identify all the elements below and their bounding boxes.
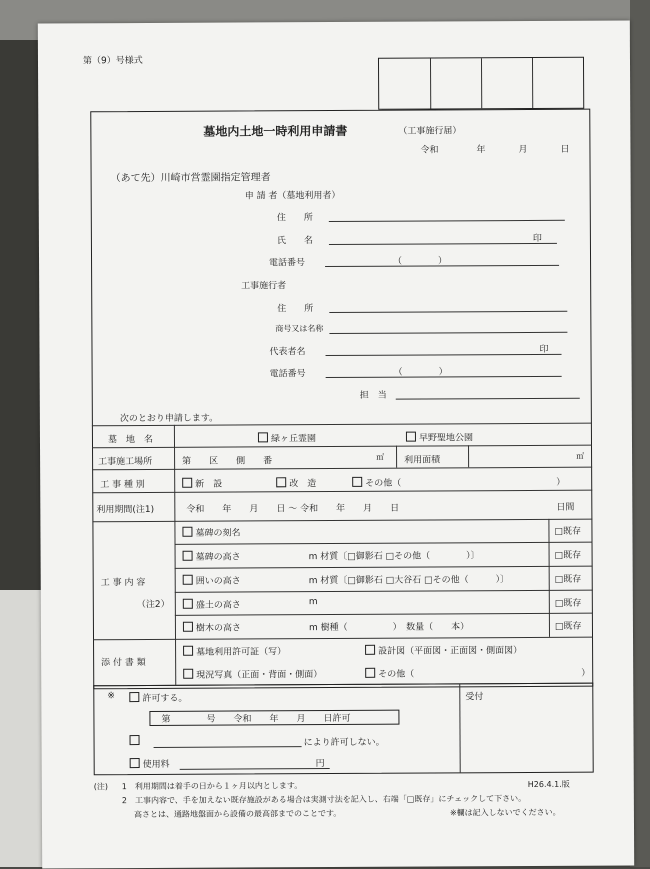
applicant-seal: 印: [532, 233, 542, 244]
type-option-label: 新 設: [195, 479, 223, 490]
contractor-heading: 工事施行者: [241, 281, 287, 292]
form-title: 墓地内土地一時利用申請書: [203, 123, 348, 139]
apply-text: 次のとおり申請します。: [119, 413, 219, 425]
work-item-detail[interactable]: m 材質〔□御影石 □その他（ ）〕: [308, 551, 480, 563]
permit-text: 許可する。: [142, 693, 188, 705]
attach-label-text: その他（: [378, 669, 415, 680]
cemetery-label: 墓 地 名: [107, 434, 154, 446]
work-item-existing-checkbox[interactable]: □既存: [554, 550, 582, 561]
attach-other[interactable]: [365, 667, 414, 680]
work-item-label: 囲いの高さ: [195, 576, 241, 587]
type-option-new[interactable]: [182, 477, 222, 490]
checkbox-icon: [130, 735, 140, 745]
form-number: 第（9）号様式: [82, 56, 143, 67]
attach-permit-copy[interactable]: [183, 644, 286, 658]
checkbox-icon: [183, 669, 193, 679]
permit-option[interactable]: [129, 691, 187, 704]
type-option-other[interactable]: [352, 476, 401, 489]
checkbox-icon: [183, 551, 193, 561]
work-item-existing-checkbox[interactable]: □既存: [554, 598, 582, 609]
work-item-label: 墓碑の刻名: [195, 528, 241, 539]
checkbox-icon: [258, 432, 268, 442]
form-title-sub: （工事施行届）: [398, 126, 462, 137]
attach-label-text: 現況写真（正面・背面・側面）: [196, 670, 323, 681]
note-1: 1 利用期間は着手の日から１ヶ月以内とします。: [121, 781, 303, 792]
application-form-sheet: [38, 20, 634, 868]
work-item-checkbox[interactable]: [183, 550, 241, 563]
fee-text: 使用料: [142, 759, 170, 771]
stamp-boxes: [378, 57, 584, 110]
notes-label: (注): [93, 782, 109, 792]
cemetery-option-label: 早野聖地公園: [418, 433, 474, 444]
checkbox-icon: [352, 477, 362, 487]
work-item-label: 盛土の高さ: [195, 600, 241, 611]
deny-text: により許可しない。: [303, 737, 385, 749]
applicant-name-label: 氏 名: [276, 236, 313, 247]
attach-close: ）: [581, 668, 591, 679]
period-unit: 日間: [556, 502, 575, 513]
cemetery-option-hayano[interactable]: [406, 430, 473, 443]
contractor-company-label: 商号又は名称: [275, 324, 324, 334]
date-day: 日: [560, 144, 570, 155]
work-note: （注2）: [136, 599, 170, 611]
checkbox-icon: [365, 668, 375, 678]
checkbox-icon: [182, 478, 192, 488]
date-year: 年: [476, 145, 486, 156]
site-unit: ㎡: [376, 452, 385, 462]
checkbox-icon: [183, 622, 193, 632]
type-label: 工 事 種 別: [100, 480, 145, 491]
work-item-detail[interactable]: m 樹種（ ） 数量（ 本）: [308, 622, 470, 634]
checkbox-icon: [183, 599, 193, 609]
attach-photos[interactable]: [183, 667, 322, 681]
office-mark: ※: [107, 691, 115, 702]
work-item-detail[interactable]: m 材質〔□御影石 □大谷石 □その他（ ）〕: [308, 575, 510, 587]
permit-number: 第 号 令和 年 月 日許可: [161, 713, 351, 725]
attach-design-drawing[interactable]: [365, 643, 522, 657]
period-label: 利用期間(注1): [96, 504, 155, 516]
work-item-existing-checkbox[interactable]: □既存: [554, 574, 582, 585]
contractor-representative-label: 代表者名: [269, 347, 306, 358]
work-item-checkbox[interactable]: [183, 574, 241, 587]
contractor-staff-label: 担 当: [359, 390, 387, 401]
type-close: ）: [556, 477, 566, 488]
work-item-checkbox[interactable]: [182, 526, 240, 539]
date-month: 月: [518, 144, 528, 156]
table-column-rule: [468, 445, 469, 467]
checkbox-icon: [365, 645, 375, 655]
attach-label: 添 付 書 類: [101, 657, 146, 669]
date-era: 令和: [420, 145, 439, 156]
checkbox-icon: [276, 477, 286, 487]
receipt-label: 受付: [465, 692, 484, 703]
site-value[interactable]: 第 区 側 番: [182, 456, 273, 467]
checkbox-icon: [129, 692, 139, 702]
note-2: 2 工事内容で、手を加えない既存施設がある場合は実測寸法を記入し、右端「□既存」にチェックして下さい。: [121, 794, 527, 806]
applicant-heading: 申 請 者（墓地利用者）: [244, 190, 341, 202]
work-item-label: 樹木の高さ: [195, 623, 242, 634]
work-item-existing-checkbox[interactable]: □既存: [554, 526, 582, 537]
type-option-label: その他（: [365, 478, 402, 489]
checkbox-icon: [182, 527, 192, 537]
work-item-existing-checkbox[interactable]: □既存: [554, 621, 582, 632]
site-label: 工事施工場所: [98, 456, 153, 468]
period-value[interactable]: 令和 年 月 日 〜 令和 年 月 日: [186, 503, 400, 515]
area-label: 利用面積: [404, 455, 441, 466]
work-label: 工 事 内 容: [100, 578, 146, 589]
checkbox-icon: [183, 575, 193, 585]
checkbox-icon: [130, 758, 140, 768]
type-option-modify[interactable]: [276, 476, 316, 489]
area-unit: ㎡: [576, 451, 585, 461]
deny-option[interactable]: [130, 735, 143, 747]
work-item-checkbox[interactable]: [183, 598, 241, 611]
contractor-seal: 印: [539, 344, 549, 355]
applicant-address-label: 住 所: [276, 213, 313, 224]
table-column-rule: [396, 446, 397, 468]
work-item-checkbox[interactable]: [183, 621, 241, 634]
note-4: ※欄は記入しないでください。: [449, 807, 561, 818]
contractor-phone-paren: （ ）: [393, 367, 448, 378]
contractor-phone-label: 電話番号: [269, 369, 306, 380]
work-item-detail[interactable]: m: [308, 597, 318, 608]
checkbox-icon: [183, 646, 193, 656]
applicant-phone-paren: （ ）: [393, 256, 448, 267]
work-item-label: 墓碑の高さ: [195, 552, 241, 563]
background-left-lower: [0, 590, 45, 867]
fee-yen: 円: [315, 759, 325, 770]
attach-label-text: 設計図（平面図・正面図・側面図）: [378, 646, 523, 657]
attach-label-text: 墓地利用許可証（写）: [196, 647, 287, 658]
checkbox-icon: [406, 432, 416, 442]
cemetery-option-midorigaoka[interactable]: [258, 431, 316, 444]
addressee: （あて先）川崎市営霊園指定管理者: [110, 172, 271, 185]
applicant-phone-label: 電話番号: [269, 258, 306, 269]
note-3: 高さとは、通路地盤面から設備の最高部までのことです。: [133, 808, 342, 820]
form-version: H26.4.1.版: [527, 779, 570, 790]
fee-option[interactable]: [130, 757, 170, 770]
type-option-label: 改 造: [289, 479, 317, 490]
contractor-address-label: 住 所: [277, 304, 314, 315]
cemetery-option-label: 緑ヶ丘霊園: [270, 434, 317, 445]
